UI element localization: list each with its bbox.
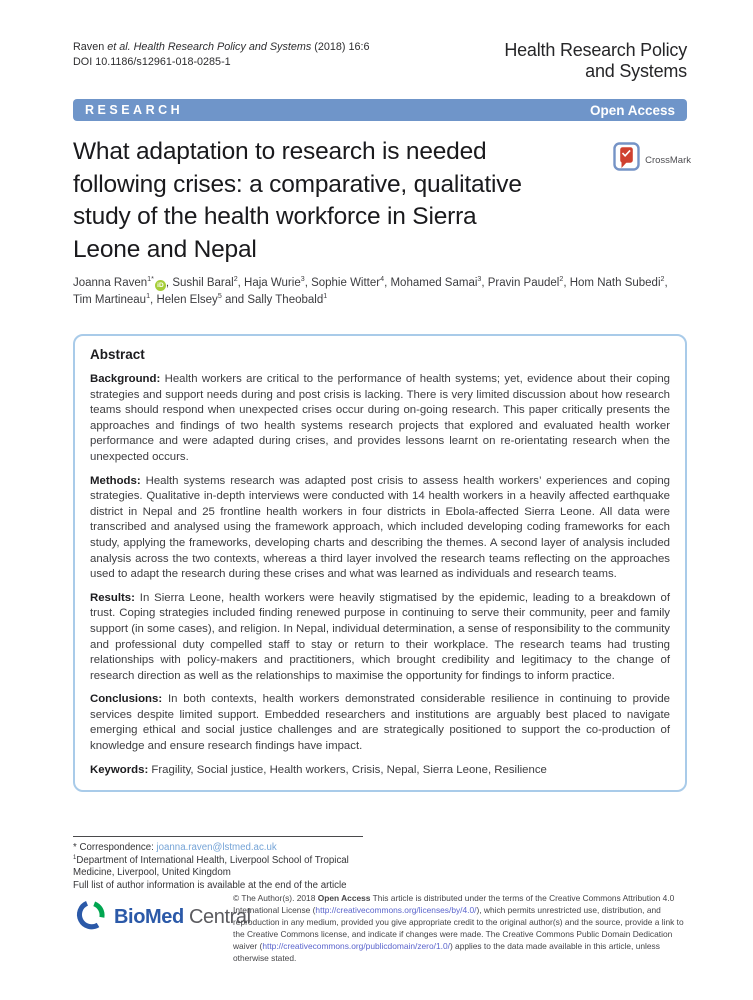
biomed-central-wordmark: BioMed Central [114,906,251,928]
author-name: Sally Theobald$^1$ [247,291,328,306]
author-name: Haja Wurie$^3$ [244,275,305,289]
author-name: Tim Martineau$^1$ [73,291,151,306]
author-name: Helen Elsey$^5$ [156,291,222,306]
author-name: Sophie Witter$^4$ [311,275,385,289]
abstract-background: Background: Health workers are critical to the performance of health systems; yet, evidence about their coping strategies and support needs during and post crisis is lacking. There is very limited discussion about how research teams should respond when unexpected crises occur during on-going research. This paper critically presents the approaches and findings of two health systems research projects that explored and evaluated health worker performance and were adapted during crises, and provides lessons learnt on re-orientating research when the unexpected occurs. [90,373,670,463]
crossmark-badge[interactable] [613,142,691,178]
biomed-central-circle-icon [73,898,107,937]
link[interactable]: http://creativecommons.org/publicdomain/zero/1.0/ [262,941,450,951]
author-name: Pravin Paudel$^2$ [487,275,564,289]
text-segment: © The Author(s). 2018 [233,893,318,903]
author-name: Joanna Raven$^{1*}$iD [73,277,166,289]
crossmark-label: CrossMark [645,154,691,166]
correspondence-line [73,842,375,855]
journal-name: Health Research Policy and Systems [504,40,687,81]
page-header [73,40,687,82]
article-title: What adaptation to research is needed following crises: a comparative, qualitative study of the health workforce in Sierra Leone and Nepal [73,138,522,263]
affiliation-line [73,855,375,880]
text-segment: Department of International Health, Liverpool School of Tropical Medicine, Liverpool, United Kingdom [73,854,349,879]
abstract-conclusions: Conclusions: In both contexts, health workers demonstrated considerable resilience in continuing to provide services despite limited support. Embedded researchers and institutions are arguably best placed to navigate emerging ethical and social justice challenges and are strategically positioned to support the co-production of knowledge and ensure research findings have impact. [90,693,670,753]
page-footer [73,892,689,964]
text-segment: (2018) 16:6 [311,41,370,53]
footnote-divider [73,836,363,837]
text-segment: ), which permits unrestricted use, distribution, and reproduction in any medium, provided you give appropriate credit to the original author(s) and the source, provide a link to the Creative Commons license, and indicate if changes were made. The Creative Commons Public Domain Dedication waiver ( [233,905,684,951]
citation-line [73,40,370,55]
article-type-banner [73,99,687,121]
article-type-label: RESEARCH [85,103,184,117]
link[interactable]: joanna.raven@lstmed.ac.uk [156,842,277,853]
link[interactable]: http://creativecommons.org/licenses/by/4.0/ [315,905,477,915]
abstract-heading: Abstract [90,347,145,362]
abstract-methods: Methods: Health systems research was adapted post crisis to assess health workers’ experiences and coping strategies. Qualitative in-depth interviews were conducted with 14 health workers in a heavily affected earthquake district in Nepal and 25 frontline health workers in four districts in Ebola-affected Sierra Leone. All data were transcribed and analysed using the framework approach, which included developing coding frameworks for each study, applying the frameworks, developing charts and describing the themes. A second layer of analysis included analysis across the two contexts, whereas a third layer involved the research teams reflecting on the approaches used to adapt the research during these crises and what was learned as individuals and research teams. [90,474,670,581]
open-access-label: Open Access [589,102,675,118]
author-name: Hom Nath Subedi$^2$ [569,275,665,289]
biomed-central-logo[interactable] [73,892,251,937]
text-segment: * Correspondence: [73,842,157,853]
license-text [233,892,689,964]
doi-line: DOI 10.1186/s12961-018-0285-1 [73,56,231,68]
crossmark-icon [613,142,640,178]
citation-block [73,40,370,70]
author-list: Joanna Raven$^{1*}$iD , Sushil Baral$^2$, Haja Wurie$^3$, Sophie Witter$^4$, Mohamed Samai$^3$, Pravin Paudel$^2$, Hom Nath Subedi$^2$, Tim Martineau$^1$, Helen Elsey$^5$ and Sally Theobald$^1$ [73,275,668,306]
author-name: Mohamed Samai$^3$ [390,275,482,289]
text-segment: Raven [73,41,108,53]
keywords-list: Fragility, Social justice, Health workers, Crisis, Nepal, Sierra Leone, Resilience [151,763,547,776]
text-segment: Open Access [317,893,371,903]
text-segment: 1 [73,854,77,861]
abstract-box [73,334,687,792]
author-info-note: Full list of author information is available at the end of the article [73,879,347,891]
author-name: Sushil Baral$^2$ [172,275,238,289]
orcid-icon[interactable]: iD [155,280,166,291]
abstract-keywords: Keywords: Fragility, Social justice, Health workers, Crisis, Nepal, Sierra Leone, Resilience [90,763,547,776]
text-segment: This article is distributed under the terms of the Creative Commons Attribution 4.0 International License ( [233,893,675,915]
text-segment: et al. Health Research Policy and Systems [107,41,312,53]
abstract-results: Results: In Sierra Leone, health workers were heavily stigmatised by the epidemic, leading to a breakdown of trust. Coping strategies included finding renewed purpose in continuing to serve their community, peer and family support (in some cases), and religion. In Nepal, individual determination, a sense of responsibility to the community and professional duty compelled staff to stay or return to their workplace. The research teams had trusting relationships with policy-makers and practitioners, which brought credibility and legitimacy to the change of research direction as well as the relationships to maximise the opportunity for findings to inform practice. [90,591,670,682]
footnote-block [73,836,375,892]
text-segment: ) applies to the data made available in this article, unless otherwise stated. [233,941,660,963]
